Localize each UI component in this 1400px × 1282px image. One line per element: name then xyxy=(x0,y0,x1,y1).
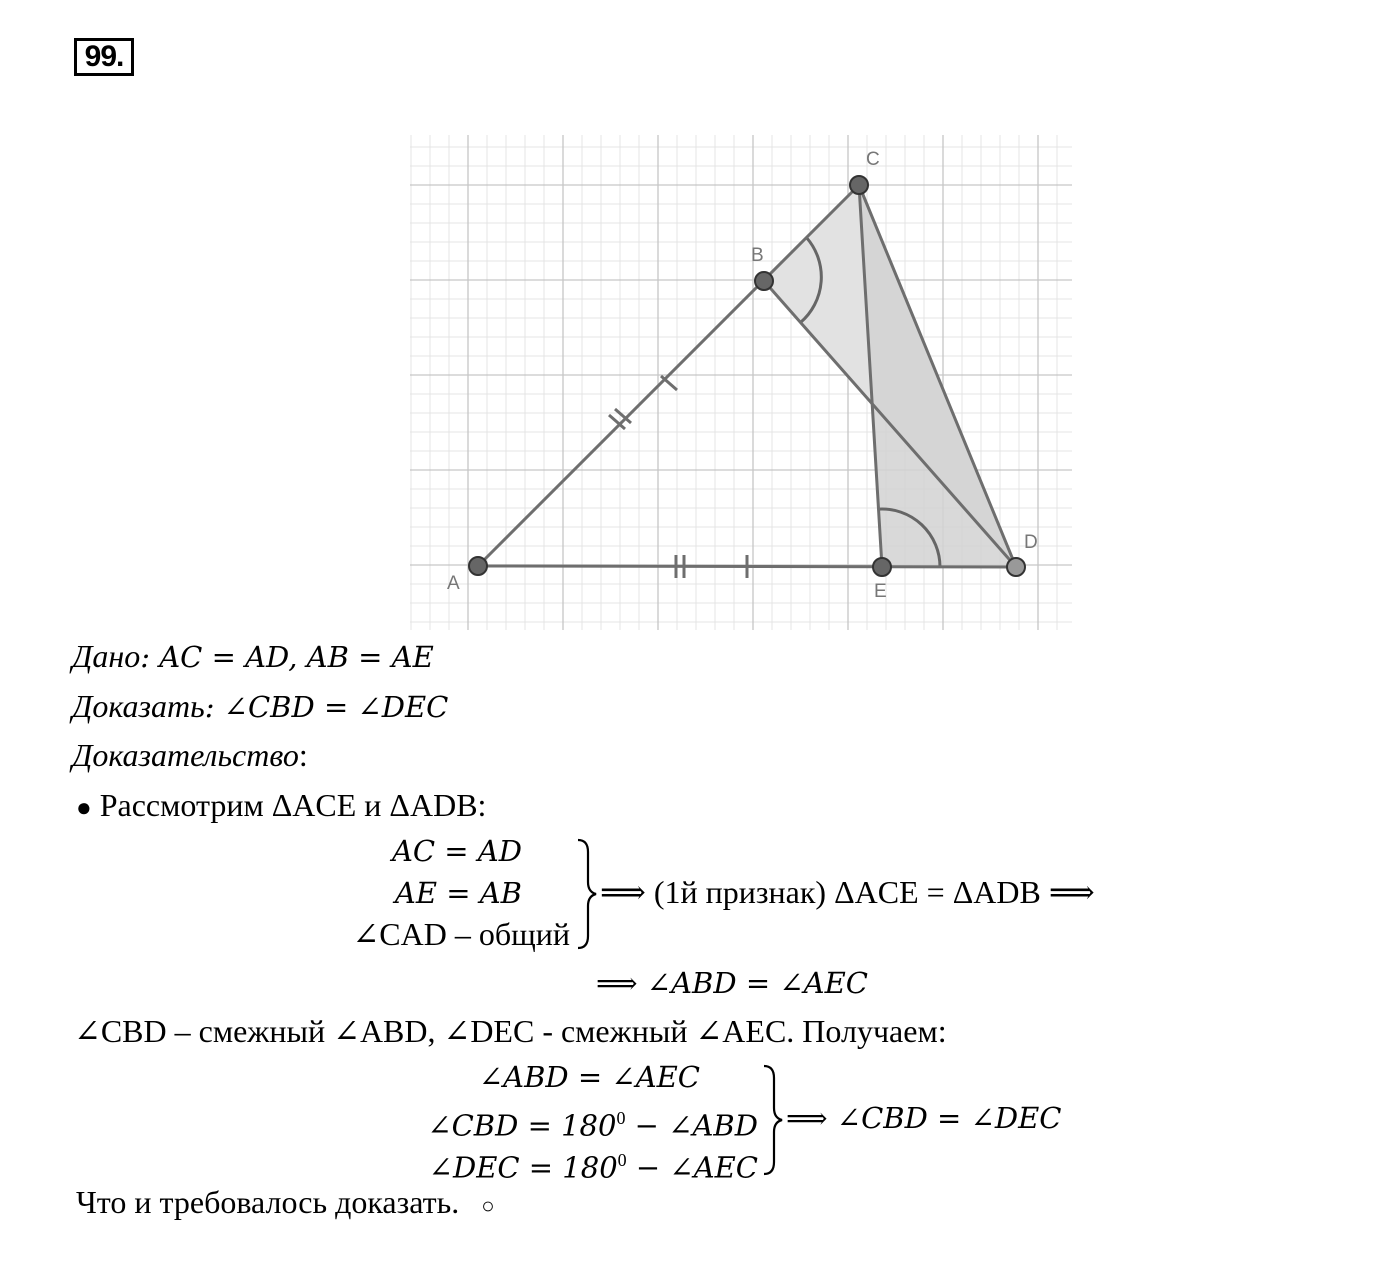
label-c: C xyxy=(866,149,880,170)
given-line xyxy=(72,636,434,677)
step1-eq1-text: AC = AD xyxy=(391,834,522,868)
step2-eq1 xyxy=(380,1056,758,1097)
proof-colon: : xyxy=(298,737,308,773)
problem-number: 99. xyxy=(74,38,134,76)
step1-intro: Рассмотрим ΔACE и ΔADB: xyxy=(99,787,487,823)
step1-eq2 xyxy=(300,872,570,913)
label-e: E xyxy=(874,581,887,602)
step2-result xyxy=(786,1097,1062,1138)
step2-intro: ∠CBD – смежный ∠ABD, ∠DEC - смежный ∠AEC. Получаем: xyxy=(74,1013,947,1049)
label-a: A xyxy=(447,573,460,594)
given-text: : AC = AD, AB = AE xyxy=(140,640,434,674)
step2-eq1-text: ∠ABD = ∠AEC xyxy=(478,1060,700,1094)
step1-result-text: ⟹ (1й признак) ΔACE = ΔADB ⟹ xyxy=(600,874,1095,910)
step1-eq3-text: ∠CAD – общий xyxy=(352,916,570,952)
end-text: Что и требовалось доказать. xyxy=(76,1184,460,1220)
step1-conclusion xyxy=(596,962,868,1003)
point-a xyxy=(469,557,487,575)
prove-text: : ∠CBD = ∠DEC xyxy=(204,690,449,724)
step2-brace xyxy=(760,1064,784,1176)
step2-eq2 xyxy=(380,1098,758,1146)
step1-brace xyxy=(574,838,598,950)
label-b: B xyxy=(751,245,764,266)
step2-eq3-b: − ∠AEC xyxy=(626,1150,758,1185)
prove-line xyxy=(72,686,448,727)
proof-label: Доказательство xyxy=(72,737,299,773)
label-d: D xyxy=(1024,532,1038,553)
step2-result-text: ⟹ ∠CBD = ∠DEC xyxy=(786,1101,1062,1135)
point-b xyxy=(755,272,773,290)
geometry-figure xyxy=(410,135,1072,630)
end-line xyxy=(76,1182,495,1226)
step1-intro-line xyxy=(76,785,486,828)
tick-bc xyxy=(661,376,677,390)
step2-intro-line xyxy=(74,1011,947,1051)
step2-eq3-a: ∠DEC = 180 xyxy=(428,1150,618,1185)
bullet: ● xyxy=(76,793,92,822)
proof-line xyxy=(72,735,308,775)
point-c xyxy=(850,176,868,194)
step2-eq3 xyxy=(380,1140,758,1188)
given-label: Дано xyxy=(72,638,141,674)
step1-eq3 xyxy=(300,914,570,954)
step2-eq3-degree: 0 xyxy=(617,1150,627,1170)
point-e xyxy=(873,558,891,576)
prove-label: Доказать xyxy=(72,688,205,724)
step2-eq2-b: − ∠ABD xyxy=(625,1108,758,1143)
step2-eq2-degree: 0 xyxy=(616,1108,626,1128)
point-d xyxy=(1007,558,1025,576)
end-symbol: ○ xyxy=(481,1193,495,1218)
step1-eq2-text: AE = AB xyxy=(394,876,522,910)
step1-result xyxy=(600,872,1095,912)
step1-eq1 xyxy=(300,830,570,871)
step1-conclusion-text: ⟹ ∠ABD = ∠AEC xyxy=(596,966,868,1000)
step2-eq2-a: ∠CBD = 180 xyxy=(427,1108,617,1143)
